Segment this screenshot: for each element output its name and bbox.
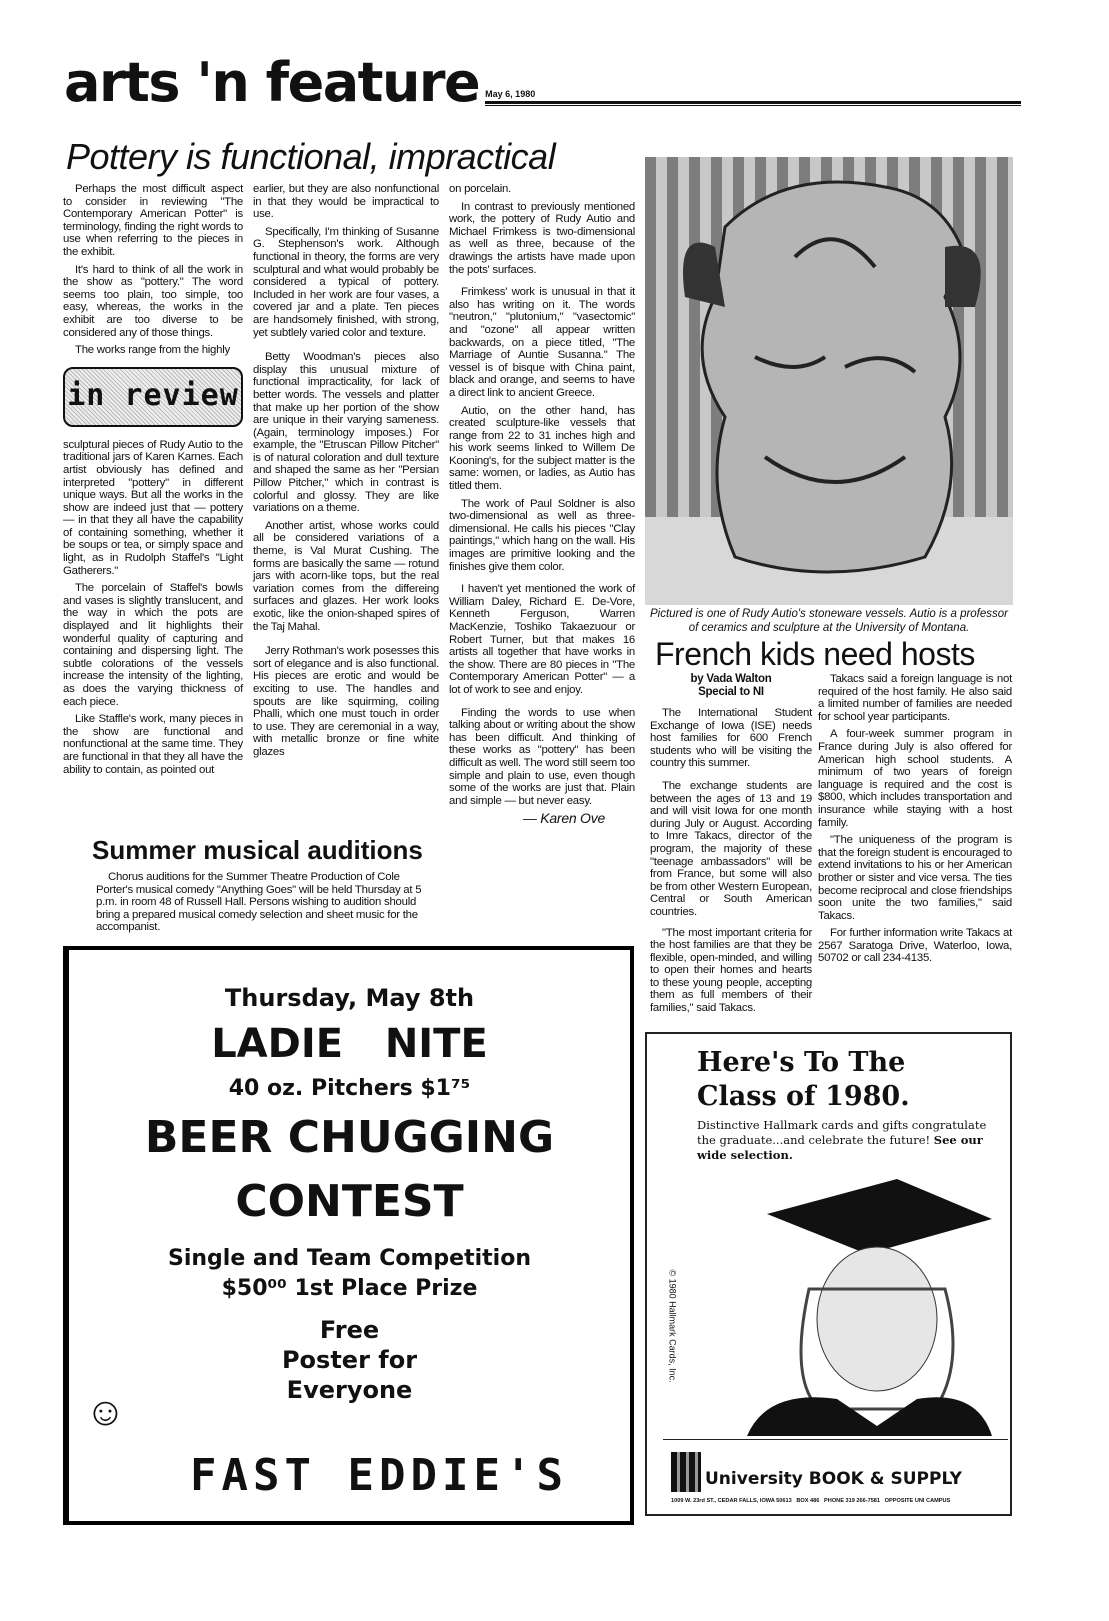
pottery-column-1 [63, 183, 243, 781]
paragraph: "The most important criteria for the host families are that they be flexible, open-minded, and willing to open their homes and hearts to these young people, accepting them as full members of their families," said Takacs. [650, 926, 812, 1015]
paragraph: Autio, on the other hand, has created sculpture-like vessels that range from 22 to 31 inches high and his work seems linked to Willem De Kooning's, for the subject matter is the same: women, or ladies, as Autio has titled them. [449, 404, 635, 493]
paragraph: Perhaps the most difficult aspect to consider in reviewing "The Contemporary American Potter" is terminology, finding the right words to use when referring to the pieces in the exhibit. [63, 183, 243, 258]
ad-brand: FAST EDDIE'S [190, 1449, 568, 1501]
paragraph: Finding the words to use when talking about or writing about the show has been difficult. And thinking of these works as "pottery" has been difficult as well. The word still seem too simple and plain to use, even though some of the works are just that. Plain and simple — but never easy. [449, 706, 635, 807]
pottery-columns [63, 183, 635, 825]
paragraph: A four-week summer program in France during July is also offered for American high school students. A minimum of two years of foreign language is required and the cost is $800, which includes transportation and insurance while staying with a host family. [818, 728, 1012, 829]
ad-competition: Single and Team Competition [167, 1245, 531, 1271]
french-column-1 [650, 673, 812, 1020]
french-column-2 [818, 673, 1012, 970]
french-headline: French kids need hosts [655, 636, 975, 672]
french-columns [650, 673, 1013, 1020]
paragraph: The works range from the highly [75, 344, 230, 357]
byline [650, 673, 812, 699]
pottery-column-3 [449, 183, 635, 825]
byline-author: by Vada Walton [690, 673, 772, 685]
ad-contest-line1: BEER CHUGGING [144, 1111, 555, 1163]
paragraph: "The uniqueness of the program is that the foreign student is encouraged to extend invitations to his or her American brother or sister and vice versa. The ties become reciprocal and close friendships soon unite the two families," said Takacs. [818, 834, 1012, 922]
ad-pitchers: 40 oz. Pitchers $1⁷⁵ [228, 1075, 471, 1101]
stoneware-vessel-photo [645, 157, 1013, 605]
paragraph: on porcelain. [449, 183, 511, 195]
ad-date: Thursday, May 8th [224, 983, 475, 1012]
photo-caption: Pictured is one of Rudy Autio's stoneware vessels. Autio is a professor of ceramics and sculpture at the University of Montana. [649, 608, 1009, 634]
paragraph: In contrast to previously mentioned work, the pottery of Rudy Autio and Michael Frimkess is two-dimensional as well as three, because of the drawings the artists have made upon the pots' surfaces. [449, 200, 635, 276]
in-review-badge [63, 367, 243, 427]
paragraph: Chorus auditions for the Summer Theatre Production of Cole Porter's musical comedy "Anything Goes" will be held Thursday at 5 p.m. in room 48 of Russell Hall. Persons wishing to audition should bring a prepared musical comedy selection and sheet music for the accompanist. [96, 870, 422, 934]
paragraph: sculptural pieces of Rudy Autio to the traditional jars of Karen Karnes. Each artist obviously has defined and interpreted "pottery" in different unique ways. But all the works in the show are indeed just that — pottery — in that they all have the capability of containing something, whether it be soups or tea, or simply space and light, as in Rudolph Staffel's "Light Gatherers." [63, 438, 243, 577]
hallmark-ad [645, 1032, 1012, 1516]
paragraph: Another artist, whose works could all be considered variations of a theme, is Val Murat Cushing. The forms are basically the same — rotund jars with acorn-like tops, but the real variation comes from the differeing surfaces and glazes. Her work looks exotic, like the onion-shaped spires of the Taj Mahal. [253, 519, 439, 633]
ad-free-line1: Free [319, 1315, 380, 1344]
ad-headline [697, 1046, 910, 1114]
right-content [645, 157, 1013, 1516]
ad-headline-line2: Class of 1980. [697, 1080, 910, 1112]
byline-affiliation: Special to NI [698, 686, 764, 698]
paragraph: Like Staffle's work, many pieces in the show are functional and nonfunctional at the same time. They are functional in that they all have the ability to contain, as pointed out [63, 713, 243, 776]
store-name: University BOOK & SUPPLY [705, 1468, 962, 1489]
ad-free-line3: Everyone [286, 1375, 413, 1404]
masthead-bar [64, 52, 1021, 114]
mascot-icon: ☺ [85, 1389, 126, 1434]
section-masthead: arts 'n feature [64, 51, 480, 114]
paragraph: The exchange students are between the ages of 13 and 19 and will visit Iowa for one month during July or August. According to Imre Takacs, director of the program, the majority of these "teenage ambassadors" will be from France, but some will also be from other Western European, Central or South American countries. [650, 779, 812, 918]
left-content [63, 183, 635, 1525]
ad-event: LADIE NITE [211, 1020, 488, 1067]
summer-body [96, 871, 428, 934]
paragraph: Frimkess' work is unusual in that it also has writing on it. The words "neutron," "plutonium," "vasectomic" and "ozone" all appear written backwards, on a piece titled, "The Marriage of Auntie Susanna." The vessel is of bisque with China paint, black and orange, and seems to have a direct link to ancient Greece. [449, 286, 635, 399]
paragraph: Specifically, I'm thinking of Susanne G. Stephenson's work. Although functional in theory, the forms are very sculptural and what would probably be considered a typical of pottery. Included in her work are four vases, a covered jar and a plate. Ten pieces are handsomely finished, with strong, yet subtlely varied color and texture. [253, 225, 439, 339]
paragraph: The porcelain of Staffel's bowls and vases is slightly translucent, and the way in which the pots are displayed and lit highlights their wonderful quality of capturing and containing and dispersing light. The subtle colorations of the vessels increase the intensity of the lighting, as does the varying thickness of each piece. [63, 582, 243, 708]
summer-headline: Summer musical auditions [92, 834, 423, 865]
paragraph: Takacs said a foreign language is not required of the host family. He also said a limited number of families are needed for school year participants. [818, 673, 1012, 723]
paragraph: For further information write Takacs at 2567 Saratoga Drive, Waterloo, Iowa, 50702 or call 234-4135. [818, 927, 1012, 965]
vessel-illustration [645, 157, 1013, 605]
paragraph: Betty Woodman's pieces also display this unusual mixture of functional impracticality, for lack of better words. The vessels and platter that make up her portion of the show are unique in their varying sameness. (Again, terminology imposes.) For example, the "Etruscan Pillow Pitcher" is of natural coloration and dull texture and shaped the same as her "Persian Pillow Pitcher," which in contrast is colorful and glossy. They are like variations on a theme. [253, 351, 439, 515]
ad-body-text: Distinctive Hallmark cards and gifts congratulate the graduate...and celebrate the future! [697, 1117, 987, 1147]
paragraph: The work of Paul Soldner is also two-dimensional as well as three-dimensional. He calls his pieces "Clay paintings," which hang on the wall. His images are primitive looking and the finishes give them color. [449, 497, 635, 573]
paragraph: earlier, but they are also nonfunctional in that they would be impractical to use. [253, 183, 439, 221]
masthead-date-area [485, 89, 1021, 114]
pottery-headline: Pottery is functional, impractical [66, 136, 556, 177]
books-logo-icon [671, 1452, 701, 1492]
ad-body [697, 1118, 987, 1163]
issue-date: May 6, 1980 [485, 89, 536, 99]
graduate-portrait [727, 1174, 997, 1436]
ad-headline-line1: Here's To The [697, 1046, 906, 1078]
ad-divider [663, 1439, 1008, 1440]
copyright: © 1980 Hallmark Cards, Inc. [667, 1269, 678, 1383]
in-review-label: in review [67, 378, 239, 414]
masthead-rule [485, 101, 1021, 104]
fast-eddies-ad [63, 946, 634, 1525]
paragraph: I haven't yet mentioned the work of William Daley, Richard E. De-Vore, Kenneth Ferguson, Warren MacKenzie, Toshiko Takaezuour or Robert Turner, but that makes 16 artists all together that have works in the show. There are 80 pieces in "The Contemporary American Potter" — a lot of work to see and enjoy. [449, 583, 635, 696]
ad-body-bold: See our wide selection. [697, 1132, 983, 1162]
masthead-rule-thin [485, 105, 1021, 106]
paragraph: The International Student Exchange of Iowa (ISE) needs host families for 600 French students who will be visiting the country this summer. [650, 707, 812, 770]
paragraph: It's hard to think of all the work in the show as "pottery." The word seems too plain, too simple, too easy, whereas, the works in the exhibit are too diverse to be considered any of those things. [63, 263, 243, 339]
ad-contest-line2: CONTEST [235, 1175, 464, 1227]
pottery-column-2 [253, 183, 439, 764]
author-signoff: — Karen Ove [522, 810, 605, 827]
paragraph: Jerry Rothman's work posesses this sort of elegance and is also functional. His pieces are erotic and would be exciting to use. The handles and spouts are like squirming, coiling Phalli, which one must touch in order to use. They are ceremonial in a way, with metallic bronze or fine white glazes [253, 645, 439, 758]
store-address: 1009 W. 23rd ST., CEDAR FALLS, IOWA 50613 BOX 486 PHONE 319 266-7581 OPPOSITE UNI CAMPUS [671, 1497, 951, 1504]
ad-prize: $50⁰⁰ 1st Place Prize [221, 1275, 478, 1301]
ad-free-line2: Poster for [281, 1345, 418, 1374]
